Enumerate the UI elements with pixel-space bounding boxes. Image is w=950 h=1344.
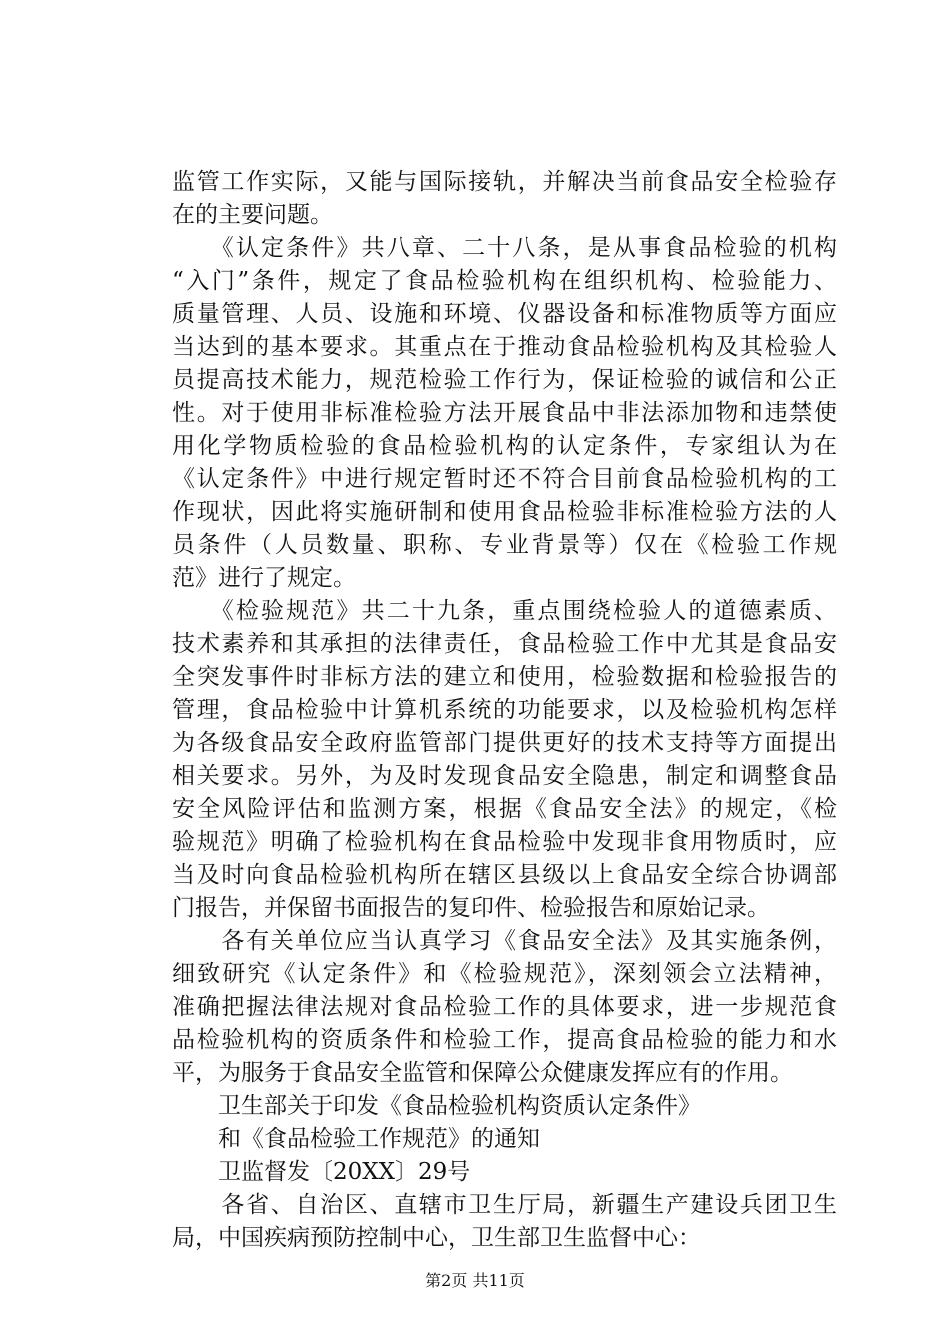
text-line: 范》进行了规定。 [172,565,356,591]
text-line: 细致研究《认定条件》和《检验规范》，深刻领会立法精神， [172,961,837,987]
document-body [172,166,837,1255]
text-line: 技术素养和其承担的法律责任，食品检验工作中尤其是食品安 [172,631,837,657]
text-line: 门报告，并保留书面报告的复印件、检验报告和原始记录。 [172,895,770,921]
text-line: 作现状，因此将实施研制和使用食品检验非标准检验方法的人 [172,499,837,525]
text-line: 质量管理、人员、设施和环境、仪器设备和标准物质等方面应 [172,301,837,327]
text-line: 卫监督发〔20XX〕29号 [172,1159,471,1185]
text-line: 和《食品检验工作规范》的通知 [172,1126,540,1152]
text-line: 管理，食品检验中计算机系统的功能要求，以及检验机构怎样 [172,697,837,723]
text-line: 平，为服务于食品安全监管和保障公众健康发挥应有的作用。 [172,1060,793,1086]
text-line: 品检验机构的资质条件和检验工作，提高食品检验的能力和水 [172,1027,837,1053]
text-line: 员条件（人员数量、职称、专业背景等）仅在《检验工作规 [172,532,837,558]
text-line: 《检验规范》共二十九条，重点围绕检验人的道德素质、 [172,598,837,624]
text-line: 安全风险评估和监测方案，根据《食品安全法》的规定，《检 [172,796,837,822]
text-line: 员提高技术能力，规范检验工作行为，保证检验的诚信和公正 [172,367,837,393]
text-line: 性。对于使用非标准检验方法开展食品中非法添加物和违禁使 [172,400,837,426]
text-line: 监管工作实际，又能与国际接轨，并解决当前食品安全检验存 [172,169,837,195]
text-line: “入门”条件，规定了食品检验机构在组织机构、检验能力、 [172,268,837,294]
text-line: 准确把握法律法规对食品检验工作的具体要求，进一步规范食 [172,994,837,1020]
text-line: 当达到的基本要求。其重点在于推动食品检验机构及其检验人 [172,334,837,360]
page-number-footer: 第2页 共11页 [425,1271,525,1290]
text-line: 为各级食品安全政府监管部门提供更好的技术支持等方面提出 [172,730,837,756]
text-line: 各有关单位应当认真学习《食品安全法》及其实施条例， [172,928,837,954]
text-line: 相关要求。另外，为及时发现食品安全隐患，制定和调整食品 [172,763,837,789]
text-line: 全突发事件时非标方法的建立和使用，检验数据和检验报告的 [172,664,837,690]
text-line: 《认定条件》共八章、二十八条，是从事食品检验的机构 [172,235,837,261]
text-line: 当及时向食品检验机构所在辖区县级以上食品安全综合协调部 [172,862,837,888]
text-line: 《认定条件》中进行规定暂时还不符合目前食品检验机构的工 [172,466,837,492]
text-line: 在的主要问题。 [172,202,333,228]
text-line: 各省、自治区、直辖市卫生厅局，新疆生产建设兵团卫生 [172,1192,837,1218]
text-line: 验规范》明确了检验机构在食品检验中发现非食用物质时，应 [172,829,837,855]
text-line: 用化学物质检验的食品检验机构的认定条件，专家组认为在 [172,433,837,459]
text-line: 局，中国疾病预防控制中心，卫生部卫生监督中心： [172,1225,701,1251]
text-line: 卫生部关于印发《食品检验机构资质认定条件》 [172,1093,701,1119]
